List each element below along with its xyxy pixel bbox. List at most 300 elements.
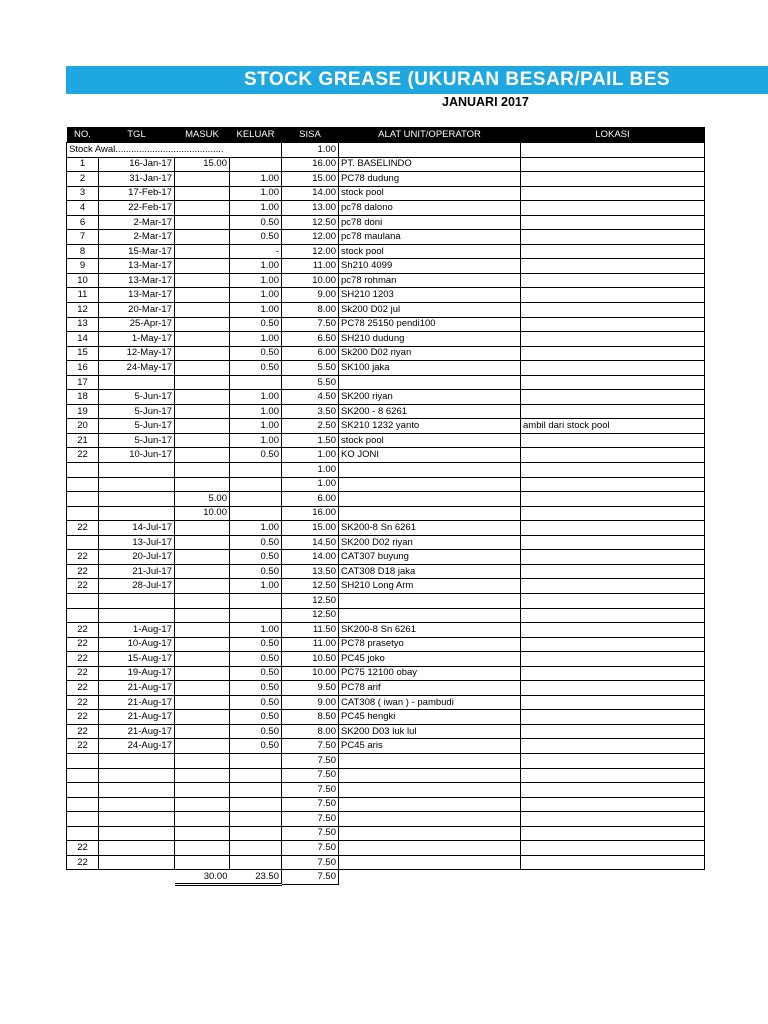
cell-alat (339, 812, 521, 827)
cell-alat: SK200 - 8 6261 (339, 404, 521, 419)
cell-no: 13 (67, 317, 99, 332)
cell-no: 22 (67, 521, 99, 536)
cell-masuk (175, 433, 230, 448)
cell-no: 22 (67, 637, 99, 652)
cell-sisa: 7.50 (282, 841, 339, 856)
cell-masuk (175, 841, 230, 856)
cell-masuk (175, 783, 230, 798)
cell-masuk (175, 346, 230, 361)
cell-alat: PC45 joko (339, 652, 521, 667)
table-row (67, 215, 705, 230)
table-row (67, 753, 705, 768)
total-masuk: 30.00 (175, 870, 230, 885)
cell-keluar (230, 477, 282, 492)
cell-keluar (230, 506, 282, 521)
cell-tgl: 16-Jan-17 (99, 157, 175, 172)
cell-keluar: 0.50 (230, 361, 282, 376)
cell-lokasi (521, 172, 705, 187)
cell-alat: SH210 1203 (339, 288, 521, 303)
table-row (67, 841, 705, 856)
cell-masuk (175, 564, 230, 579)
cell-keluar (230, 855, 282, 870)
cell-sisa: 9.00 (282, 288, 339, 303)
cell-keluar: 0.50 (230, 346, 282, 361)
cell-keluar: 0.50 (230, 710, 282, 725)
table-row (67, 812, 705, 827)
cell-keluar (230, 753, 282, 768)
cell-alat (339, 797, 521, 812)
cell-keluar: 1.00 (230, 259, 282, 274)
cell-keluar (230, 157, 282, 172)
cell-tgl: 21-Aug-17 (99, 681, 175, 696)
cell-lokasi (521, 739, 705, 754)
cell-sisa: 8.00 (282, 303, 339, 318)
cell-lokasi (521, 666, 705, 681)
cell-alat (339, 593, 521, 608)
cell-masuk (175, 404, 230, 419)
cell-masuk (175, 739, 230, 754)
cell-keluar: 1.00 (230, 201, 282, 216)
cell-tgl: 5-Jun-17 (99, 419, 175, 434)
cell-keluar: 0.50 (230, 739, 282, 754)
cell-no (67, 492, 99, 507)
cell-masuk (175, 608, 230, 623)
stock-awal-lokasi (521, 143, 705, 158)
cell-sisa: 6.00 (282, 346, 339, 361)
header-sisa: SISA (282, 127, 339, 143)
cell-keluar (230, 783, 282, 798)
cell-no: 22 (67, 724, 99, 739)
cell-lokasi (521, 579, 705, 594)
cell-masuk (175, 463, 230, 478)
cell-masuk (175, 172, 230, 187)
cell-lokasi (521, 564, 705, 579)
cell-alat: SK200 D02 riyan (339, 535, 521, 550)
cell-alat: CAT308 ( iwan ) - pambudi (339, 695, 521, 710)
cell-masuk (175, 273, 230, 288)
cell-masuk (175, 812, 230, 827)
cell-alat: Sh210 4099 (339, 259, 521, 274)
cell-tgl: 25-Apr-17 (99, 317, 175, 332)
cell-masuk (175, 768, 230, 783)
cell-keluar: 0.50 (230, 317, 282, 332)
cell-alat (339, 477, 521, 492)
cell-alat (339, 375, 521, 390)
table-row (67, 535, 705, 550)
cell-tgl: 19-Aug-17 (99, 666, 175, 681)
cell-lokasi (521, 841, 705, 856)
cell-tgl: 24-May-17 (99, 361, 175, 376)
table-row (67, 201, 705, 216)
cell-sisa: 13.50 (282, 564, 339, 579)
cell-lokasi (521, 201, 705, 216)
cell-keluar: 1.00 (230, 419, 282, 434)
cell-keluar: 0.50 (230, 681, 282, 696)
cell-lokasi (521, 855, 705, 870)
cell-alat (339, 783, 521, 798)
cell-alat (339, 841, 521, 856)
cell-sisa: 1.00 (282, 448, 339, 463)
cell-masuk (175, 535, 230, 550)
cell-keluar: 1.00 (230, 303, 282, 318)
cell-sisa: 7.50 (282, 812, 339, 827)
cell-tgl: 21-Aug-17 (99, 710, 175, 725)
cell-no: 22 (67, 448, 99, 463)
cell-keluar: 0.50 (230, 550, 282, 565)
cell-tgl (99, 492, 175, 507)
cell-alat: PC45 hengki (339, 710, 521, 725)
cell-alat: PT. BASELINDO (339, 157, 521, 172)
cell-lokasi (521, 463, 705, 478)
cell-alat: KO JONI (339, 448, 521, 463)
cell-alat: PC78 arif (339, 681, 521, 696)
cell-no: 19 (67, 404, 99, 419)
table-row (67, 637, 705, 652)
cell-masuk (175, 593, 230, 608)
cell-no: 22 (67, 855, 99, 870)
cell-sisa: 7.50 (282, 783, 339, 798)
cell-lokasi (521, 186, 705, 201)
cell-alat: pc78 dalono (339, 201, 521, 216)
table-row (67, 564, 705, 579)
cell-lokasi (521, 535, 705, 550)
cell-sisa: 10.50 (282, 652, 339, 667)
cell-masuk (175, 623, 230, 638)
cell-masuk (175, 666, 230, 681)
cell-alat: CAT307 buyung (339, 550, 521, 565)
cell-sisa: 4.50 (282, 390, 339, 405)
cell-keluar (230, 463, 282, 478)
cell-tgl: 2-Mar-17 (99, 215, 175, 230)
cell-masuk: 15.00 (175, 157, 230, 172)
cell-sisa: 7.50 (282, 317, 339, 332)
cell-keluar: 1.00 (230, 332, 282, 347)
cell-masuk (175, 361, 230, 376)
cell-no (67, 826, 99, 841)
cell-sisa: 3.50 (282, 404, 339, 419)
cell-masuk (175, 215, 230, 230)
cell-tgl: 15-Aug-17 (99, 652, 175, 667)
cell-lokasi (521, 477, 705, 492)
table-row (67, 739, 705, 754)
cell-tgl: 21-Aug-17 (99, 695, 175, 710)
cell-tgl (99, 826, 175, 841)
cell-lokasi (521, 361, 705, 376)
cell-no: 7 (67, 230, 99, 245)
cell-masuk (175, 797, 230, 812)
totals-row (67, 870, 705, 885)
total-empty (99, 870, 175, 885)
cell-sisa: 14.00 (282, 186, 339, 201)
table-row (67, 375, 705, 390)
cell-tgl (99, 812, 175, 827)
cell-tgl (99, 375, 175, 390)
cell-lokasi (521, 797, 705, 812)
cell-no: 8 (67, 244, 99, 259)
cell-no: 22 (67, 710, 99, 725)
cell-sisa: 8.00 (282, 724, 339, 739)
table-row (67, 695, 705, 710)
total-empty (67, 870, 99, 885)
cell-tgl: 15-Mar-17 (99, 244, 175, 259)
cell-alat (339, 855, 521, 870)
table-row (67, 419, 705, 434)
cell-keluar: 1.00 (230, 623, 282, 638)
cell-masuk (175, 579, 230, 594)
cell-lokasi (521, 652, 705, 667)
cell-no: 22 (67, 841, 99, 856)
cell-lokasi (521, 303, 705, 318)
cell-keluar: 1.00 (230, 579, 282, 594)
cell-keluar: 0.50 (230, 215, 282, 230)
cell-sisa: 13.00 (282, 201, 339, 216)
cell-alat (339, 768, 521, 783)
cell-sisa: 9.50 (282, 681, 339, 696)
cell-tgl (99, 477, 175, 492)
table-row (67, 593, 705, 608)
cell-lokasi (521, 608, 705, 623)
cell-masuk (175, 681, 230, 696)
cell-alat: SH210 Long Arm (339, 579, 521, 594)
cell-tgl: 14-Jul-17 (99, 521, 175, 536)
cell-keluar: 1.00 (230, 288, 282, 303)
cell-no (67, 477, 99, 492)
table-row (67, 666, 705, 681)
cell-sisa: 7.50 (282, 739, 339, 754)
cell-no: 1 (67, 157, 99, 172)
cell-tgl: 13-Jul-17 (99, 535, 175, 550)
cell-tgl: 5-Jun-17 (99, 433, 175, 448)
cell-tgl (99, 783, 175, 798)
cell-lokasi (521, 623, 705, 638)
cell-keluar: 0.50 (230, 666, 282, 681)
cell-lokasi (521, 273, 705, 288)
header-keluar: KELUAR (230, 127, 282, 143)
stock-table (66, 127, 705, 886)
table-row (67, 259, 705, 274)
cell-no (67, 608, 99, 623)
cell-sisa: 1.00 (282, 463, 339, 478)
cell-alat (339, 608, 521, 623)
table-row (67, 390, 705, 405)
cell-no: 22 (67, 666, 99, 681)
cell-keluar (230, 841, 282, 856)
cell-lokasi (521, 375, 705, 390)
cell-masuk: 5.00 (175, 492, 230, 507)
cell-tgl: 31-Jan-17 (99, 172, 175, 187)
total-empty (521, 870, 705, 885)
cell-lokasi (521, 448, 705, 463)
header-alat: ALAT UNIT/OPERATOR (339, 127, 521, 143)
cell-lokasi (521, 230, 705, 245)
cell-masuk (175, 826, 230, 841)
cell-sisa: 5.50 (282, 375, 339, 390)
cell-no: 10 (67, 273, 99, 288)
cell-masuk: 10.00 (175, 506, 230, 521)
cell-alat: pc78 rohman (339, 273, 521, 288)
cell-lokasi (521, 215, 705, 230)
table-row (67, 448, 705, 463)
table-row (67, 521, 705, 536)
cell-lokasi (521, 244, 705, 259)
cell-lokasi (521, 317, 705, 332)
cell-tgl: 21-Jul-17 (99, 564, 175, 579)
cell-sisa: 14.50 (282, 535, 339, 550)
cell-tgl: 13-Mar-17 (99, 273, 175, 288)
cell-masuk (175, 521, 230, 536)
cell-keluar: 0.50 (230, 448, 282, 463)
cell-alat: SK100 jaka (339, 361, 521, 376)
cell-sisa: 1.00 (282, 477, 339, 492)
sheet-title: STOCK GREASE (UKURAN BESAR/PAIL BES (244, 69, 671, 90)
cell-alat: Sk200 D02 jul (339, 303, 521, 318)
cell-no: 22 (67, 579, 99, 594)
total-keluar: 23.50 (230, 870, 282, 885)
table-row (67, 579, 705, 594)
cell-alat (339, 492, 521, 507)
cell-lokasi (521, 492, 705, 507)
table-row (67, 797, 705, 812)
cell-tgl: 10-Jun-17 (99, 448, 175, 463)
table-row (67, 317, 705, 332)
cell-lokasi (521, 550, 705, 565)
cell-sisa: 12.50 (282, 593, 339, 608)
cell-tgl: 10-Aug-17 (99, 637, 175, 652)
cell-keluar (230, 797, 282, 812)
cell-tgl: 17-Feb-17 (99, 186, 175, 201)
cell-keluar: 0.50 (230, 637, 282, 652)
cell-keluar: 1.00 (230, 273, 282, 288)
table-row (67, 681, 705, 696)
table-row (67, 332, 705, 347)
total-sisa: 7.50 (282, 870, 339, 885)
cell-sisa: 9.00 (282, 695, 339, 710)
cell-sisa: 12.00 (282, 244, 339, 259)
cell-no: 4 (67, 201, 99, 216)
cell-masuk (175, 186, 230, 201)
cell-no (67, 797, 99, 812)
table-row (67, 826, 705, 841)
cell-keluar: 1.00 (230, 433, 282, 448)
cell-no: 3 (67, 186, 99, 201)
cell-no: 22 (67, 739, 99, 754)
cell-no: 20 (67, 419, 99, 434)
cell-alat: PC78 dudung (339, 172, 521, 187)
table-row (67, 172, 705, 187)
cell-keluar (230, 826, 282, 841)
cell-no: 16 (67, 361, 99, 376)
table-row (67, 230, 705, 245)
cell-no: 2 (67, 172, 99, 187)
cell-alat (339, 506, 521, 521)
cell-keluar: 1.00 (230, 404, 282, 419)
cell-alat: pc78 doni (339, 215, 521, 230)
cell-tgl: 5-Jun-17 (99, 390, 175, 405)
cell-alat: SH210 dudung (339, 332, 521, 347)
cell-lokasi (521, 157, 705, 172)
table-row (67, 186, 705, 201)
cell-no (67, 812, 99, 827)
table-row (67, 855, 705, 870)
cell-tgl: 2-Mar-17 (99, 230, 175, 245)
cell-tgl: 22-Feb-17 (99, 201, 175, 216)
cell-lokasi (521, 346, 705, 361)
cell-sisa: 7.50 (282, 855, 339, 870)
cell-no (67, 753, 99, 768)
cell-sisa: 6.00 (282, 492, 339, 507)
table-row (67, 288, 705, 303)
cell-alat: PC45 aris (339, 739, 521, 754)
cell-keluar (230, 492, 282, 507)
cell-alat: SK200 D03 luk lul (339, 724, 521, 739)
table-row (67, 404, 705, 419)
cell-lokasi (521, 710, 705, 725)
cell-no: 22 (67, 564, 99, 579)
cell-no: 11 (67, 288, 99, 303)
table-row (67, 623, 705, 638)
table-row (67, 157, 705, 172)
cell-no (67, 535, 99, 550)
cell-no: 22 (67, 550, 99, 565)
table-row (67, 768, 705, 783)
cell-alat: PC75 12100 obay (339, 666, 521, 681)
cell-sisa: 12.50 (282, 579, 339, 594)
cell-masuk (175, 201, 230, 216)
header-no: NO. (67, 127, 99, 143)
cell-no: 12 (67, 303, 99, 318)
cell-sisa: 5.50 (282, 361, 339, 376)
cell-no: 17 (67, 375, 99, 390)
cell-tgl (99, 463, 175, 478)
cell-sisa: 11.00 (282, 259, 339, 274)
cell-tgl (99, 753, 175, 768)
cell-lokasi (521, 681, 705, 696)
cell-masuk (175, 477, 230, 492)
cell-alat: SK200-8 Sn 6261 (339, 623, 521, 638)
cell-sisa: 8.50 (282, 710, 339, 725)
cell-alat (339, 463, 521, 478)
cell-keluar: - (230, 244, 282, 259)
cell-lokasi (521, 521, 705, 536)
cell-no (67, 783, 99, 798)
cell-tgl (99, 608, 175, 623)
cell-tgl: 1-May-17 (99, 332, 175, 347)
header-lokasi: LOKASI (521, 127, 705, 143)
table-row (67, 724, 705, 739)
cell-lokasi (521, 724, 705, 739)
cell-sisa: 7.50 (282, 753, 339, 768)
cell-no (67, 768, 99, 783)
cell-alat: PC78 25150 pendi100 (339, 317, 521, 332)
cell-alat: stock pool (339, 244, 521, 259)
cell-lokasi (521, 826, 705, 841)
cell-masuk (175, 550, 230, 565)
cell-keluar: 0.50 (230, 695, 282, 710)
cell-no: 22 (67, 695, 99, 710)
cell-no: 22 (67, 623, 99, 638)
cell-no: 21 (67, 433, 99, 448)
cell-keluar: 0.50 (230, 230, 282, 245)
cell-alat: SK200-8 Sn 6261 (339, 521, 521, 536)
cell-masuk (175, 855, 230, 870)
cell-sisa: 7.50 (282, 797, 339, 812)
cell-sisa: 10.00 (282, 273, 339, 288)
cell-alat: pc78 maulana (339, 230, 521, 245)
cell-masuk (175, 259, 230, 274)
cell-sisa: 10.00 (282, 666, 339, 681)
cell-keluar: 1.00 (230, 521, 282, 536)
cell-masuk (175, 230, 230, 245)
